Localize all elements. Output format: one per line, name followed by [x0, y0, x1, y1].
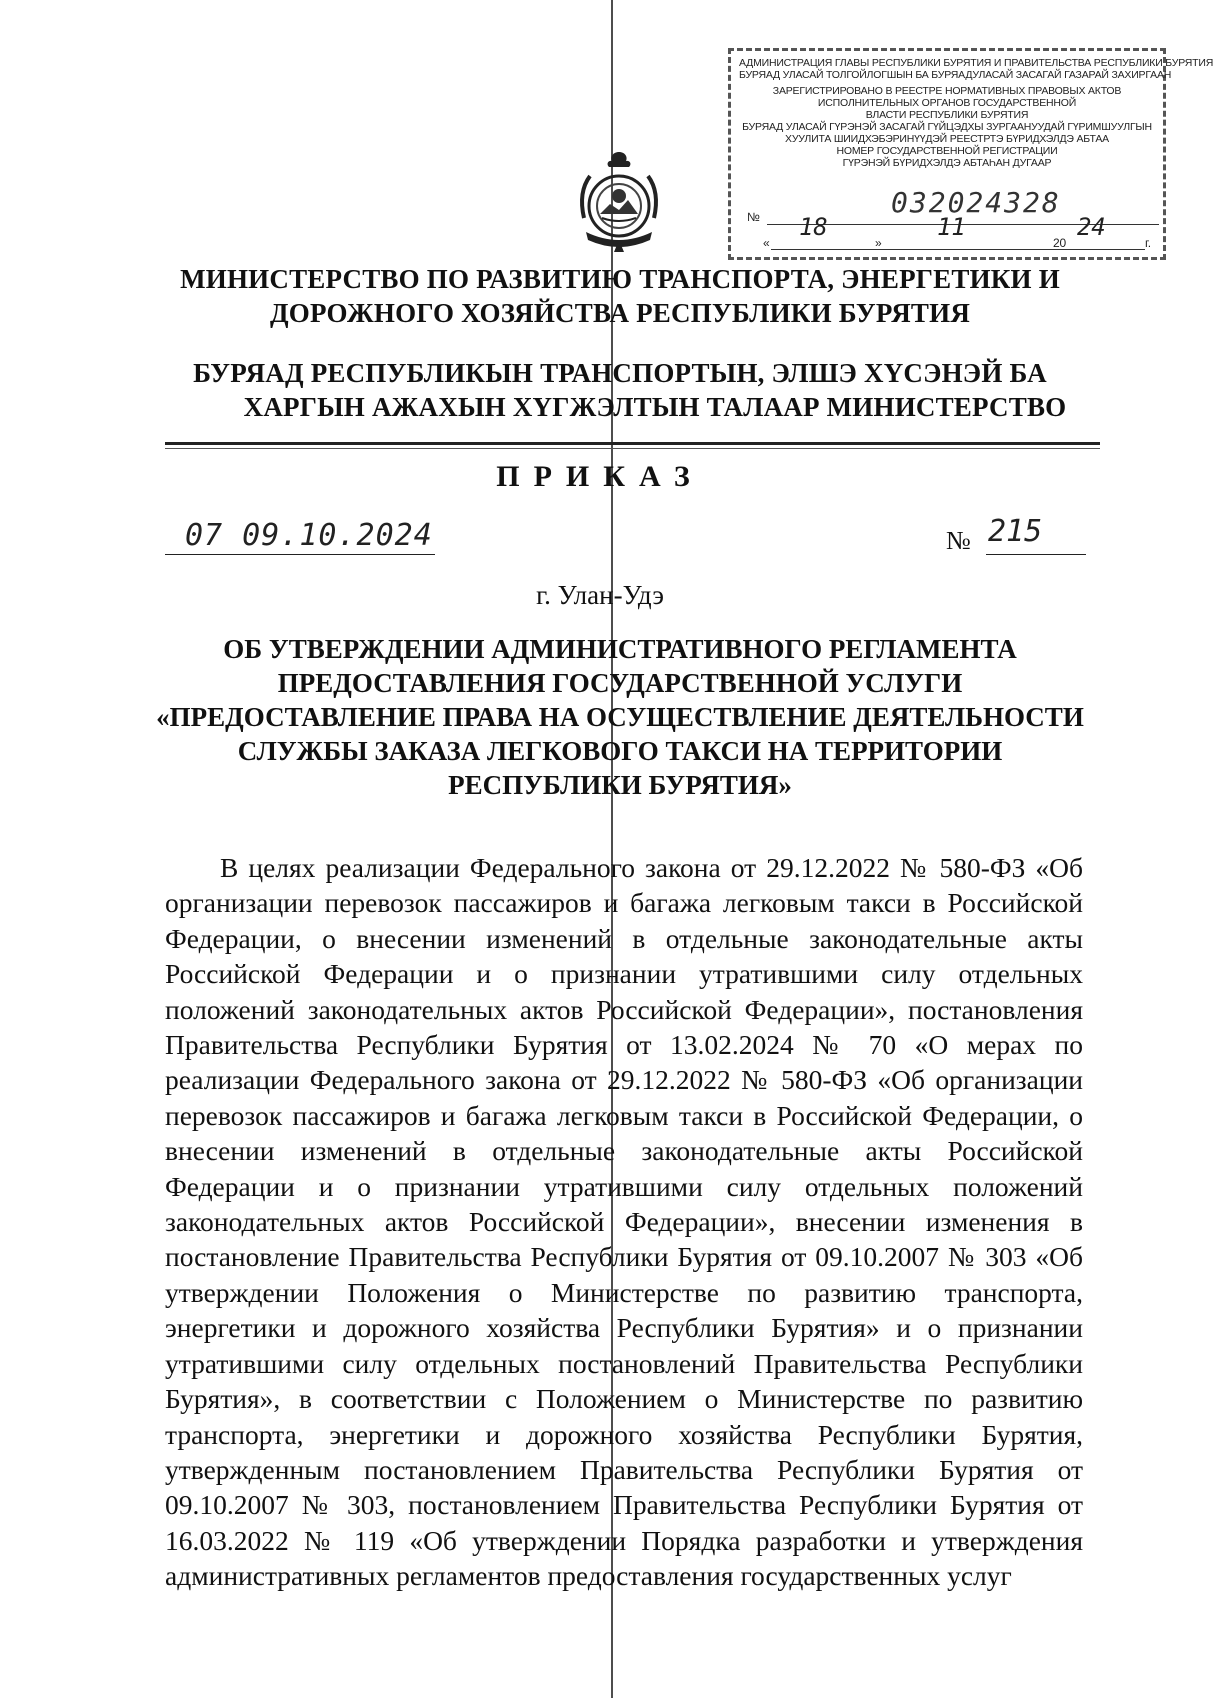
- ministry-ru-line1: МИНИСТЕРСТВО ПО РАЗВИТИЮ ТРАНСПОРТА, ЭНЕРГЕТИКИ И: [180, 264, 1060, 294]
- subject-line: ОБ УТВЕРЖДЕНИИ АДМИНИСТРАТИВНОГО РЕГЛАМЕНТА: [223, 634, 1017, 664]
- ministry-ru-line2: ДОРОЖНОГО ХОЗЯЙСТВА РЕСПУБЛИКИ БУРЯТИЯ: [269, 298, 971, 328]
- ministry-bur-line2: ХАРГЫН АЖАХЫН ХҮГЖЭЛТЫН ТАЛААР МИНИСТЕРСТВО: [243, 392, 1067, 422]
- order-date: 07 09.10.2024: [185, 518, 433, 553]
- body-paragraph: В целях реализации Федерального закона от 29.12.2022 № 580-ФЗ «Об организации перевозок пассажиров и багажа легковым такси в Российской Федерации, о внесении изменений в отдельные законодательные акты Российской Федерации и о признании утратившими силу отдельных положений законодательных актов Российской Федерации», постановления Правительства Республики Бурятия от 13.02.2024 № 70 «О мерах по реализации Федерального закона от 29.12.2022 № 580-ФЗ «Об организации перевозок пассажиров и багажа легковым такси в Российской Федерации, о внесении изменений в отдельные законодательные акты Российской Федерации и о признании утратившими силу отдельных положений законодательных актов Российской Федерации», внесении изменения в постановление Правительства Республики Бурятия от 09.10.2007 № 303 «Об утверждении Положения о Министерстве по развитию транспорта, энергетики и дорожного хозяйства Республики Бурятия» и о признании утратившими силу отдельных постановлений Правительства Республики Бурятия», в соответствии с Положением о Министерстве по развитию транспорта, энергетики и дорожного хозяйства Республики Бурятия, утвержденным постановлением Правительства Республики Бурятия от 09.10.2007 № 303, постановлением Правительства Республики Бурятия от 16.03.2022 № 119 «Об утверждении Порядка разработки и утверждения административных регламентов предоставления государственных услуг: [165, 852, 1083, 1592]
- registration-stamp: [728, 48, 1213, 260]
- order-subject: [150, 632, 1090, 802]
- order-date-field: [165, 518, 435, 558]
- ministry-name-bur: [150, 356, 1090, 424]
- city-name: г. Улан-Удэ: [536, 580, 664, 610]
- coat-of-arms-icon: [572, 148, 666, 258]
- stamp-year-prefix: 20: [1053, 236, 1066, 250]
- header-divider-thin: [165, 448, 1100, 449]
- stamp-line: ВЛАСТИ РЕСПУБЛИКИ БУРЯТИЯ: [865, 109, 1029, 121]
- stamp-line: ИСПОЛНИТЕЛЬНЫХ ОРГАНОВ ГОСУДАРСТВЕННОЙ: [817, 97, 1077, 109]
- stamp-line: ГҮРЭНЭЙ БҮРИДХЭЛДЭ АБТАҺАН ДУГААР: [842, 157, 1052, 169]
- stamp-month: 11: [937, 213, 966, 241]
- stamp-day: 18: [799, 213, 828, 241]
- order-number: 215: [988, 514, 1043, 549]
- document-type-title: ПРИКАЗ: [496, 460, 704, 493]
- stamp-line: ХУУЛИТА ШИИДХЭБЭРИНҮҮДЭЙ РЕЕСТРТЭ БҮРИДХЭЛДЭ АБТАА: [785, 133, 1109, 145]
- order-number-field: [946, 514, 1086, 554]
- subject-line: ПРЕДОСТАВЛЕНИЯ ГОСУДАРСТВЕННОЙ УСЛУГИ: [277, 668, 963, 698]
- stamp-year-mark: г.: [1145, 236, 1151, 250]
- stamp-line: НОМЕР ГОСУДАРСТВЕННОЙ РЕГИСТРАЦИИ: [836, 145, 1058, 157]
- stamp-line: ЗАРЕГИСТРИРОВАНО В РЕЕСТРЕ НОРМАТИВНЫХ ПРАВОВЫХ АКТОВ: [772, 85, 1122, 97]
- stamp-line: БУРЯАД УЛАСАЙ ТОЛГОЙЛОГШЫН БА БУРЯАДУЛАСАЙ ЗАСАГАЙ ГАЗАРАЙ ЗАХИРГААН: [739, 69, 1172, 81]
- stamp-date-row: « 18 » 11 20 24 г.: [763, 213, 1151, 250]
- registration-number: 032024328: [891, 186, 1061, 219]
- subject-line: РЕСПУБЛИКИ БУРЯТИЯ»: [448, 770, 792, 800]
- stamp-no-label: №: [747, 210, 760, 224]
- stamp-line: БУРЯАД УЛАСАЙ ГҮРЭНЭЙ ЗАСАГАЙ ГҮЙЦЭДХЫ ЗУРГААНУУДАЙ ГҮРИМШУУЛГЫН: [742, 121, 1152, 133]
- header-divider: [165, 442, 1100, 445]
- subject-line: СЛУЖБЫ ЗАКАЗА ЛЕГКОВОГО ТАКСИ НА ТЕРРИТОРИИ: [237, 736, 1003, 766]
- order-body: [165, 850, 1083, 1594]
- ministry-name-ru: [150, 262, 1090, 330]
- stamp-line: АДМИНИСТРАЦИЯ ГЛАВЫ РЕСПУБЛИКИ БУРЯТИЯ И ПРАВИТЕЛЬСТВА РЕСПУБЛИКИ БУРЯТИЯ: [739, 57, 1213, 69]
- stamp-year-suffix: 24: [1077, 213, 1106, 241]
- order-number-label: №: [946, 526, 971, 555]
- subject-line: «ПРЕДОСТАВЛЕНИЕ ПРАВА НА ОСУЩЕСТВЛЕНИЕ ДЕЯТЕЛЬНОСТИ: [156, 702, 1084, 732]
- ministry-bur-line1: БУРЯАД РЕСПУБЛИКЫН ТРАНСПОРТЫН, ЭЛШЭ ХҮСЭНЭЙ БА: [193, 358, 1047, 388]
